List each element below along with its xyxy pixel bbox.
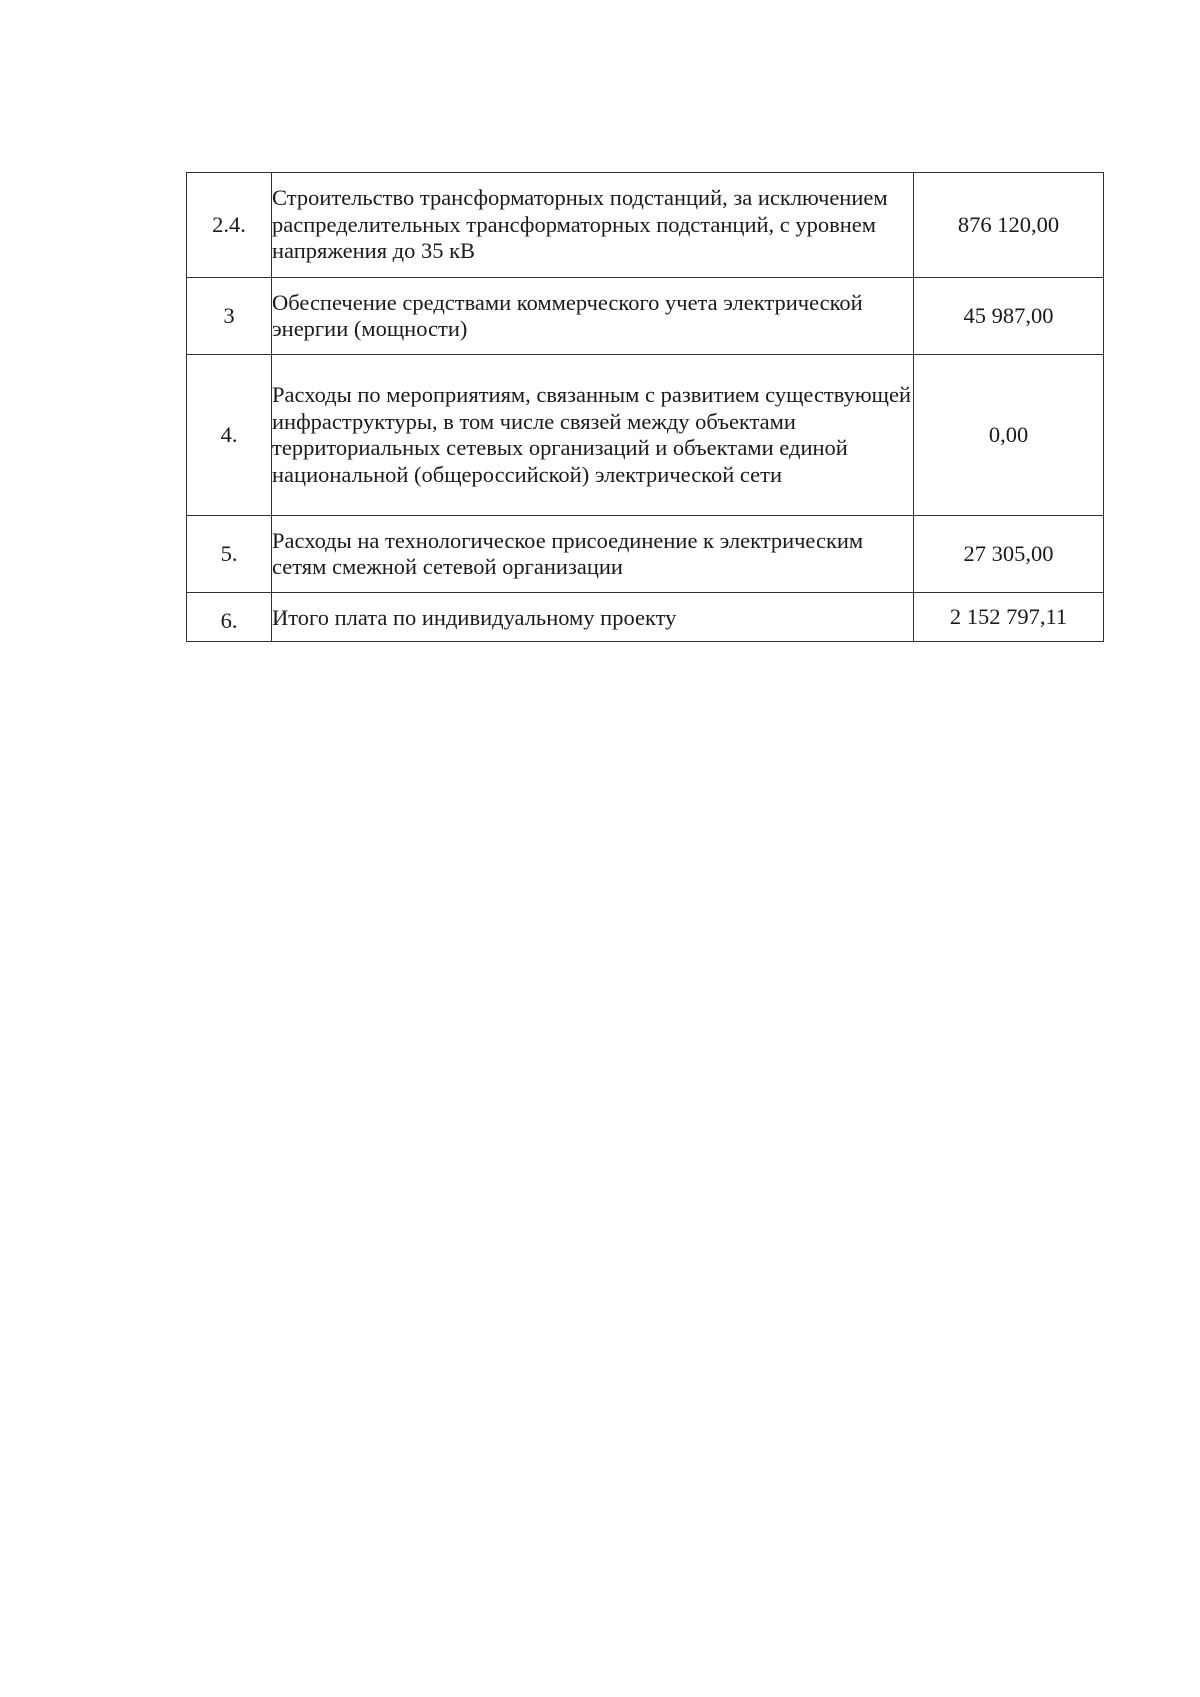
table-row <box>187 355 1104 516</box>
row-description: Обеспечение средствами коммерческого учета электрической энергии (мощности) <box>272 278 914 355</box>
table-row <box>187 173 1104 278</box>
row-number: 2.4. <box>187 173 272 278</box>
row-description: Расходы на технологическое присоединение к электрическим сетям смежной сетевой организации <box>272 516 914 593</box>
table-row <box>187 516 1104 593</box>
row-description: Строительство трансформаторных подстанций, за исключением распределительных трансформаторных подстанций, с уровнем напряжения до 35 кВ <box>272 173 914 278</box>
row-amount: 27 305,00 <box>914 516 1104 593</box>
row-number: 6. <box>187 593 272 642</box>
row-amount: 45 987,00 <box>914 278 1104 355</box>
row-number: 5. <box>187 516 272 593</box>
cost-table <box>186 172 1104 642</box>
row-description: Итого плата по индивидуальному проекту <box>272 593 914 642</box>
row-number: 4. <box>187 355 272 516</box>
row-number: 3 <box>187 278 272 355</box>
row-amount: 0,00 <box>914 355 1104 516</box>
row-description: Расходы по мероприятиям, связанным с развитием существующей инфраструктуры, в том числе связей между объектами территориальных сетевых организаций и объектами единой национальной (общероссийской) электрической сети <box>272 355 914 516</box>
table-row-total <box>187 593 1104 642</box>
table-row <box>187 278 1104 355</box>
row-amount: 2 152 797,11 <box>914 593 1104 642</box>
row-amount: 876 120,00 <box>914 173 1104 278</box>
